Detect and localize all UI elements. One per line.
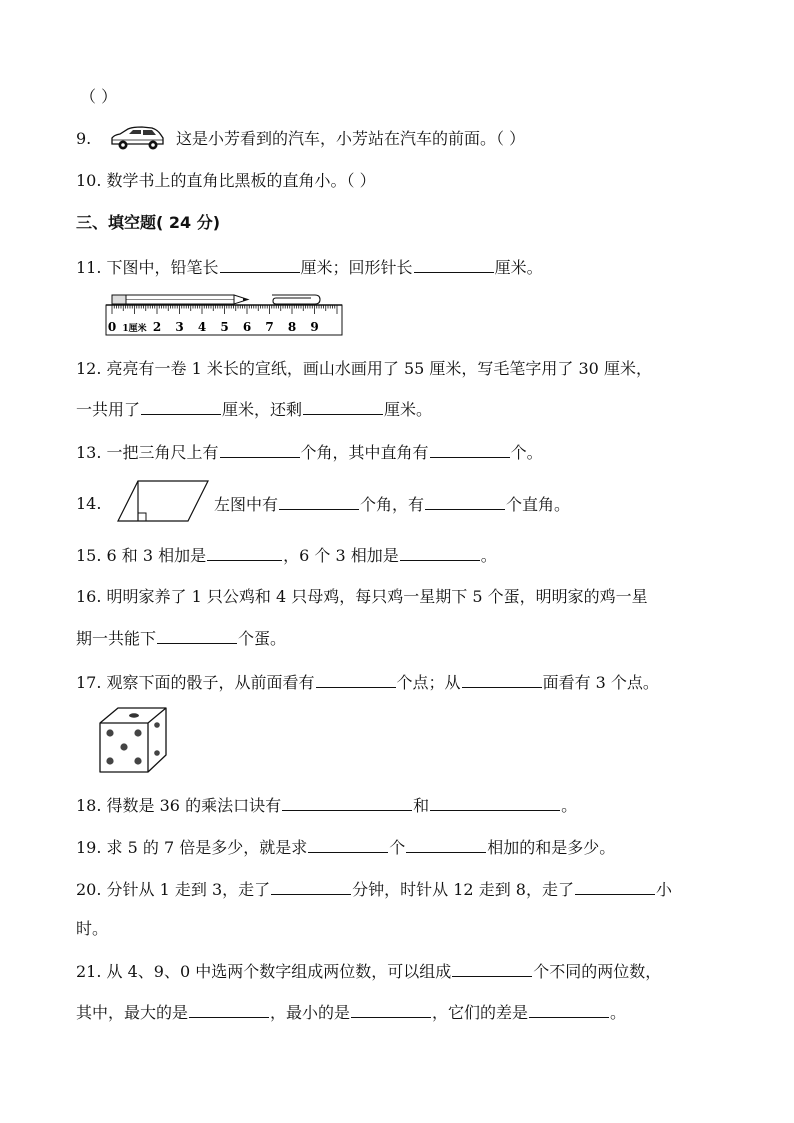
question-17-text-a: 17. 观察下面的骰子，从前面看有 xyxy=(76,673,315,692)
answer-blank-addend[interactable] xyxy=(406,836,486,853)
question-9-text: 这是小芳看到的汽车，小芳站在汽车的前面。（ ） xyxy=(176,129,526,148)
question-12-text-a: 一共用了 xyxy=(76,400,141,419)
answer-blank-rhyme-1[interactable] xyxy=(282,794,412,811)
answer-blank-sum[interactable] xyxy=(207,544,282,561)
question-14-text xyxy=(214,493,570,516)
question-20-text-b: 分钟，时针从 12 走到 8，走了 xyxy=(352,880,574,899)
answer-blank-figure-angles[interactable] xyxy=(279,493,359,510)
question-14-text-c: 个直角。 xyxy=(506,495,571,514)
question-20-line-2: 时。 xyxy=(76,919,109,938)
ruler-label: 8 xyxy=(287,320,297,334)
question-13-text-a: 13. 一把三角尺上有 xyxy=(76,443,219,462)
section-3-heading: 三、填空题( 24 分) xyxy=(76,213,221,232)
answer-blank-eggs[interactable] xyxy=(157,627,237,644)
question-14-number: 14. xyxy=(76,494,102,513)
question-19-text-b: 个 xyxy=(389,838,406,857)
question-13 xyxy=(76,441,543,464)
answer-blank-used-total[interactable] xyxy=(141,398,221,415)
question-18-text-a: 18. 得数是 36 的乘法口诀有 xyxy=(76,796,282,815)
question-18-text-c: 。 xyxy=(561,796,578,815)
question-15-text-a: 15. 6 和 3 相加是 xyxy=(76,546,207,565)
answer-blank-triangle-angles[interactable] xyxy=(220,441,300,458)
question-19-text-c: 相加的和是多少。 xyxy=(487,838,616,857)
question-20-text-c: 小 xyxy=(655,880,672,899)
question-21-text-c: 其中，最大的是 xyxy=(76,1003,189,1022)
question-17 xyxy=(76,671,659,694)
answer-blank-right-angles[interactable] xyxy=(430,441,510,458)
question-12-line-1: 12. 亮亮有一卷 1 米长的宣纸，画山水画用了 55 厘米，写毛笔字用了 30 厘米， xyxy=(76,359,652,378)
question-21-line-2 xyxy=(76,1001,626,1024)
question-14-text-a: 左图中有 xyxy=(214,495,279,514)
question-18-text-b: 和 xyxy=(413,796,430,815)
question-16-text-a: 期一共能下 xyxy=(76,629,157,648)
ruler-figure xyxy=(102,291,347,337)
paper-clip xyxy=(272,295,320,304)
question-11-text-a: 11. 下图中，铅笔长 xyxy=(76,258,219,277)
parallelogram-figure xyxy=(116,479,210,523)
leftover-parenthesis: （ ） xyxy=(80,87,118,106)
question-12-line-2 xyxy=(76,398,432,421)
question-17-text-b: 个点；从 xyxy=(396,673,461,692)
answer-blank-pencil-length[interactable] xyxy=(220,256,300,273)
answer-blank-repeated-sum[interactable] xyxy=(400,544,480,561)
question-11 xyxy=(76,256,543,279)
answer-blank-hours[interactable] xyxy=(575,878,655,895)
answer-blank-largest[interactable] xyxy=(189,1001,269,1018)
ruler-label: 5 xyxy=(220,320,229,334)
question-14-text-b: 个角，有 xyxy=(360,495,425,514)
answer-blank-rhyme-2[interactable] xyxy=(430,794,560,811)
answer-blank-number-count[interactable] xyxy=(452,960,532,977)
question-16-text-b: 个蛋。 xyxy=(238,629,287,648)
question-21-text-f: 。 xyxy=(610,1003,627,1022)
pencil xyxy=(112,295,248,304)
question-20-line-1 xyxy=(76,878,672,901)
question-21-text-d: ，最小的是 xyxy=(270,1003,351,1022)
question-15 xyxy=(76,544,497,567)
answer-blank-figure-right-angles[interactable] xyxy=(425,493,505,510)
question-9-number: 9. xyxy=(76,129,92,148)
answer-blank-remaining[interactable] xyxy=(303,398,383,415)
answer-blank-difference[interactable] xyxy=(529,1001,609,1018)
question-16-line-2 xyxy=(76,627,286,650)
question-15-text-b: ，6 个 3 相加是 xyxy=(283,546,399,565)
dice-icon xyxy=(98,705,170,775)
question-12-text-b: 厘米，还剩 xyxy=(222,400,303,419)
ruler-label: 0 xyxy=(107,320,117,334)
ruler-label: 9 xyxy=(310,320,319,334)
answer-blank-count[interactable] xyxy=(308,836,388,853)
question-13-text-b: 个角，其中直角有 xyxy=(300,443,429,462)
ruler-label: 7 xyxy=(265,320,274,334)
question-19 xyxy=(76,836,615,859)
ruler-label: 1厘米 xyxy=(122,324,147,334)
question-19-text-a: 19. 求 5 的 7 倍是多少，就是求 xyxy=(76,838,308,857)
question-15-text-c: 。 xyxy=(480,546,497,565)
question-17-text-c: 面看有 3 个点。 xyxy=(542,673,659,692)
car-icon xyxy=(108,126,166,152)
question-21-text-a: 21. 从 4、9、0 中选两个数字组成两位数，可以组成 xyxy=(76,962,452,981)
question-11-text-b: 厘米；回形针长 xyxy=(300,258,413,277)
answer-blank-front-dots[interactable] xyxy=(316,671,396,688)
question-21-text-b: 个不同的两位数， xyxy=(533,962,662,981)
question-21-line-1 xyxy=(76,960,661,983)
question-13-text-c: 个。 xyxy=(510,443,543,462)
answer-blank-minutes[interactable] xyxy=(271,878,351,895)
question-20-text-a: 20. 分针从 1 走到 3，走了 xyxy=(76,880,271,899)
question-16-line-1: 16. 明明家养了 1 只公鸡和 4 只母鸡，每只鸡一星期下 5 个蛋，明明家的鸡一星 xyxy=(76,587,648,606)
question-12-text-c: 厘米。 xyxy=(384,400,433,419)
ruler-label: 6 xyxy=(242,320,252,334)
ruler-label: 4 xyxy=(197,320,207,334)
answer-blank-clip-length[interactable] xyxy=(414,256,494,273)
answer-blank-smallest[interactable] xyxy=(351,1001,431,1018)
answer-blank-side[interactable] xyxy=(462,671,542,688)
question-18 xyxy=(76,794,577,817)
question-21-text-e: ，它们的差是 xyxy=(432,1003,529,1022)
question-10: 10. 数学书上的直角比黑板的直角小。（ ） xyxy=(76,171,376,190)
ruler-label: 2 xyxy=(152,320,162,334)
question-11-text-c: 厘米。 xyxy=(494,258,543,277)
ruler-label: 3 xyxy=(175,320,184,334)
